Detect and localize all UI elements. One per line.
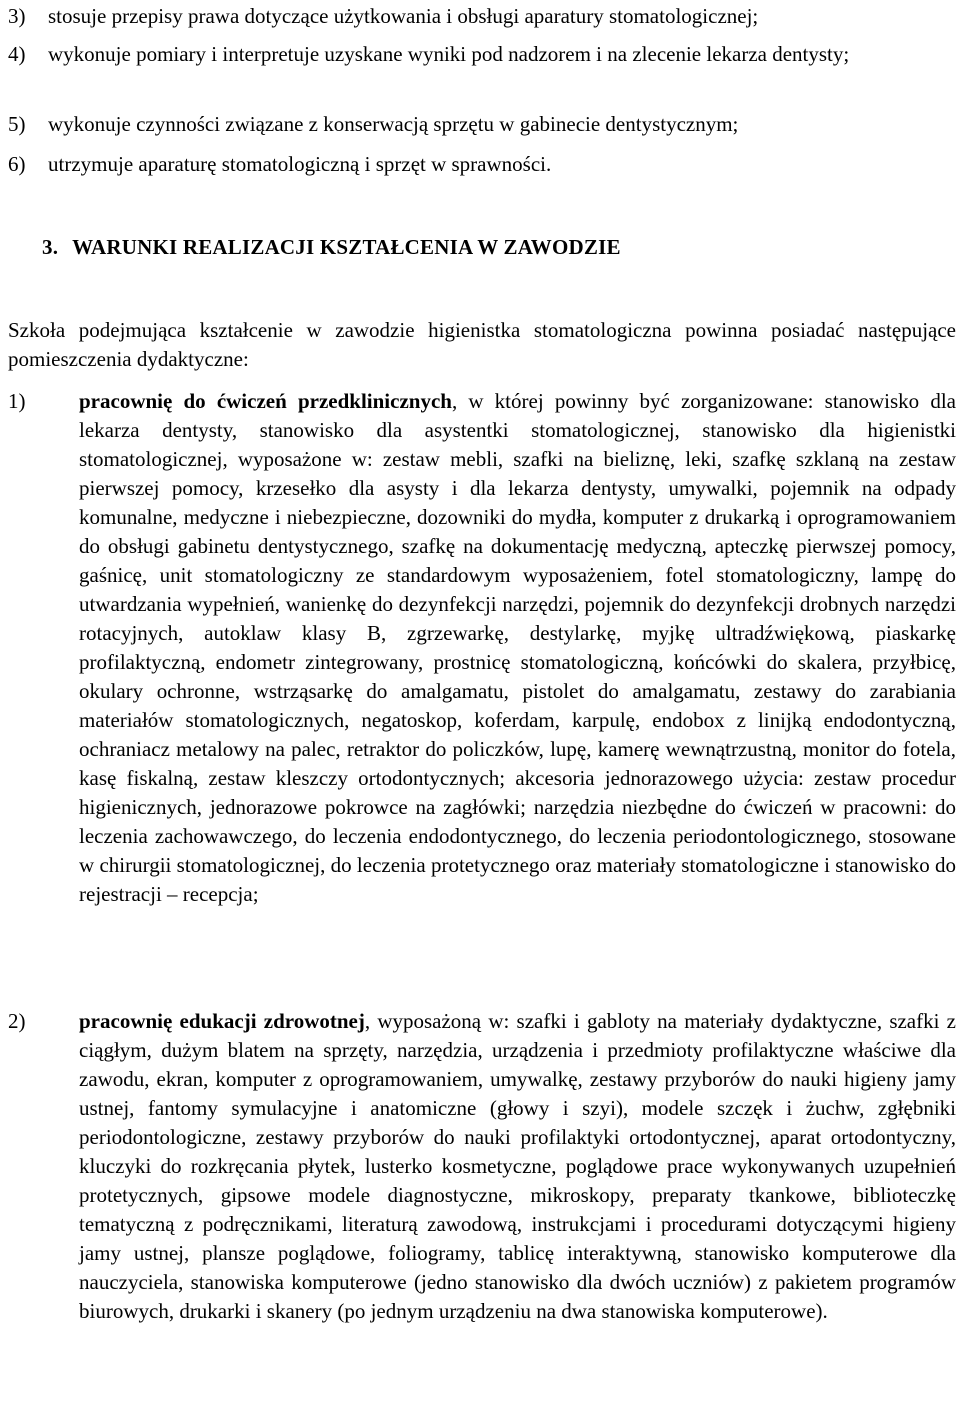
list-item-4 bbox=[8, 40, 956, 69]
list-item-3 bbox=[8, 2, 956, 31]
section-heading bbox=[42, 233, 621, 262]
list-item-number: 5) bbox=[8, 112, 26, 136]
list-item-number: 4) bbox=[8, 42, 26, 66]
list-item-text: wykonuje pomiary i interpretuje uzyskane wyniki pod nadzorem i na zlecenie lekarza dentysty; bbox=[48, 42, 850, 66]
list-item-number: 6) bbox=[8, 152, 26, 176]
list-item-number: 3) bbox=[8, 4, 26, 28]
list-item-6 bbox=[8, 150, 956, 179]
room-description bbox=[79, 387, 956, 909]
list-item-text: utrzymuje aparaturę stomatologiczną i sprzęt w sprawności. bbox=[48, 152, 552, 176]
list-item-5 bbox=[8, 110, 956, 139]
room-item-2 bbox=[8, 1007, 956, 1326]
room-number: 2) bbox=[8, 1009, 26, 1033]
list-item-text: wykonuje czynności związane z konserwacją sprzętu w gabinecie dentystycznym; bbox=[48, 112, 739, 136]
section-title: WARUNKI REALIZACJI KSZTAŁCENIA W ZAWODZIE bbox=[72, 235, 621, 259]
room-item-1 bbox=[8, 387, 956, 909]
room-number: 1) bbox=[8, 389, 26, 413]
room-text: , w której powinny być zorganizowane: stanowisko dla lekarza dentysty, stanowisko dla asystentki stomatologicznej, stanowisko dla higienistki stomatologicznej, wyposażone w: zestaw mebli, szafki na bieliznę, leki, szafkę szklaną na zestaw pierwszej pomocy, krzesełko dla asysty i dla lekarza dentysty, umywalki, pojemnik na odpady komunalne, medyczne i niebezpieczne, dozowniki do mydła, komputer z drukarką i oprogramowaniem do obsługi gabinetu dentystycznego, szafkę na dokumentację medyczną, apteczkę pierwszej pomocy, gaśnicę, unit stomatologiczny ze standardowym wyposażeniem, fotel stomatologiczny, lampę do utwardzania wypełnień, wanienkę do dezynfekcji narzędzi, pojemnik do dezynfekcji drobnych narzędzi rotacyjnych, autoklaw klasy B, zgrzewarkę, destylarkę, myjkę ultradźwiękową, piaskarkę profilaktyczną, endometr zintegrowany, prostnicę stomatologiczną, końcówki do skalera, przyłbicę, okulary ochronne, wstrząsarkę do amalgamatu, pistolet do amalgamatu, zestawy do zarabiania materiałów stomatologicznych, negatoskop, koferdam, karpulę, endobox z linijką endodontyczną, ochraniacz metalowy na palec, retraktor do policzków, lupę, kamerę wewnątrzustną, monitor do fotela, kasę fiskalną, zestaw kleszczy ortodontycznych; akcesoria jednorazowego użycia: zestaw procedur higienicznych, jednorazowe pokrowce na zagłówki; narzędzia niezbędne do ćwiczeń w pracowni: do leczenia zachowawczego, do leczenia endodontycznego, do leczenia periodontologicznego, stosowane w chirurgii stomatologicznej, do leczenia protetycznego oraz materiały stomatologiczne i stanowisko do rejestracji – recepcja; bbox=[79, 389, 956, 906]
section-number: 3. bbox=[42, 235, 59, 259]
room-name: pracownię do ćwiczeń przedklinicznych bbox=[79, 389, 452, 413]
room-description bbox=[79, 1007, 956, 1326]
room-text: , wyposażoną w: szafki i gabloty na materiały dydaktyczne, szafki z ciągłym, dużym blatem na sprzęty, narzędzia, urządzenia i przedmioty profilaktyczne właściwe dla zawodu, ekran, komputer z oprogramowaniem, umywalkę, zestawy przyborów do nauki higieny jamy ustnej, fantomy symulacyjne i anatomiczne (głowy i szyi), modele szczęk i żuchw, zgłębniki periodontologiczne, zestawy przyborów do nauki profilaktyki ortodontycznej, aparat ortodontyczny, kluczyki do rozkręcania płytek, lusterko kosmetyczne, poglądowe prace wykonywanych uzupełnień protetycznych, gipsowe modele diagnostyczne, mikroskopy, preparaty tkankowe, biblioteczkę tematyczną z podręcznikami, literaturą zawodową, instrukcjami i procedurami dotyczącymi higieny jamy ustnej, plansze poglądowe, foliogramy, tablicę interaktywną, stanowisko komputerowe dla nauczyciela, stanowiska komputerowe (jedno stanowisko dla dwóch uczniów) z pakietem programów biurowych, drukarki i skanery (po jednym urządzeniu na dwa stanowiska komputerowe). bbox=[79, 1009, 956, 1323]
room-name: pracownię edukacji zdrowotnej bbox=[79, 1009, 365, 1033]
list-item-text: stosuje przepisy prawa dotyczące użytkowania i obsługi aparatury stomatologicznej; bbox=[48, 4, 759, 28]
intro-paragraph: Szkoła podejmująca kształcenie w zawodzie higienistka stomatologiczna powinna posiadać następujące pomieszczenia dydaktyczne: bbox=[8, 318, 956, 371]
